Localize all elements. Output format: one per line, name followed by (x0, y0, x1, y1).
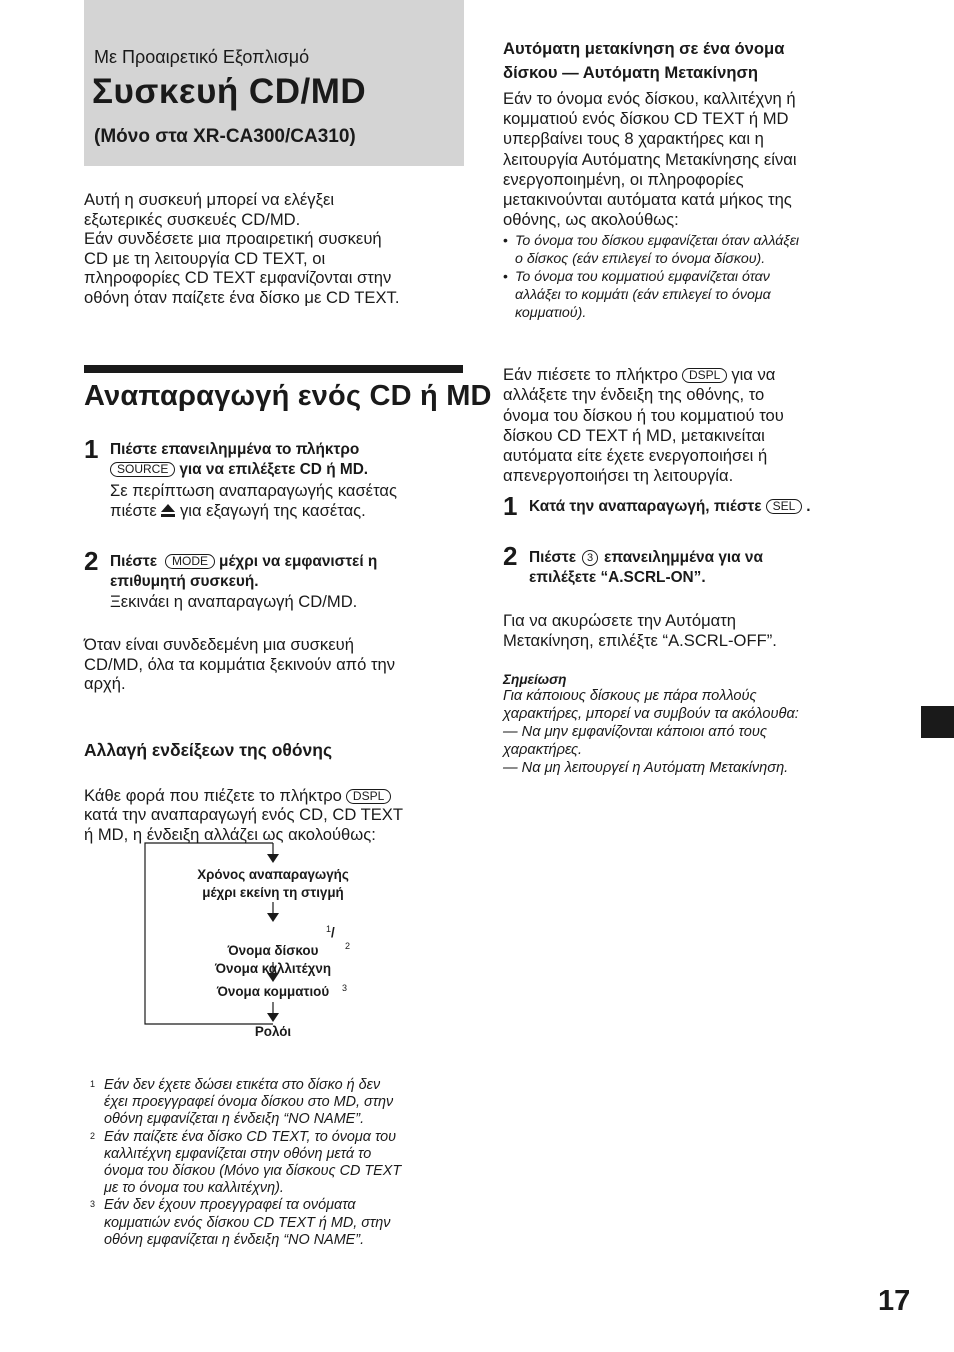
step-2-note: Ξεκινάει η αναπαραγωγή CD/MD. (110, 592, 358, 611)
step-2-number: 2 (84, 546, 99, 576)
note-text: Για κάποιους δίσκους με πάρα πολλούς χαρακτήρες, μπορεί να συμβούν τα ακόλουθα: — Να μην εμφανίζονται κάποιοι από τους χαρακτήρες. — Να μη λειτουργεί η Αυτόματη Μετακίνηση. (503, 688, 799, 776)
flow-slash: / (331, 925, 335, 940)
auto-scroll-body: Εάν το όνομα ενός δίσκου, καλλιτέχνη ή κομματιού ενός δίσκου CD TEXT ή MD υπερβαίνει τους 8 χαρακτήρες και η λειτουργία Αυτόματης Μετακίνησης είναι ενεργοποιημένη, οι πληροφορίες μετακινούνται αυτόματα κατά μήκος της οθόνης, ως ακολούθως: (503, 89, 797, 230)
flow-sup-3: 3 (342, 983, 348, 993)
flow-item-disc-artist-label: Όνομα δίσκου Όνομα καλλιτέχνη (214, 943, 332, 976)
flow-sup-2: 2 (345, 941, 351, 951)
bullet-dot-2: • (503, 268, 508, 284)
sel-key: SEL (766, 499, 803, 514)
step-1-line2-text: για να επιλέξετε CD ή MD. (179, 461, 369, 478)
flow-arrow-2 (267, 902, 279, 922)
display-text1: Κάθε φορά που πιέζετε το πλήκτρο (84, 785, 342, 805)
footnote-1 (90, 1077, 470, 1129)
header-title: Συσκευή CD/MD (92, 72, 367, 111)
scroll-step-2-post: επανειλημμένα για να (604, 549, 763, 566)
flow-item-disc-artist-text (173, 924, 373, 978)
bullet-disc-name-text: Το όνομα του δίσκου εμφανίζεται όταν αλλάξει ο δίσκος (εάν επιλεγεί το όνομα δίσκου). (515, 233, 800, 267)
page-number: 17 (878, 1285, 911, 1317)
bullet-track-name (503, 268, 893, 322)
footnote-3-mark: 3 (90, 1199, 96, 1210)
connected-note: Όταν είναι συνδεδεμένη μια συσκευή CD/MD, όλα τα κομμάτια ξεκινούν από την αρχή. (84, 635, 396, 694)
scroll-step-1-number: 1 (503, 491, 518, 521)
step-1-line1: Πιέστε επανειλημμένα το πλήκτρο (110, 441, 360, 458)
flow-item-clock: Ρολόι (254, 1024, 292, 1039)
scroll-step-1-pre: Κατά την αναπαραγωγή, πιέστε (529, 498, 762, 515)
section-title: Αναπαραγωγή ενός CD ή MD (84, 380, 492, 412)
footnote-1-mark: 1 (90, 1079, 96, 1089)
dspl-paragraph (503, 345, 893, 486)
step-1-note (110, 481, 470, 521)
step-2-line2: επιθυμητή συσκευή. (110, 573, 259, 590)
bullet-disc-name (503, 232, 893, 268)
footnote-3 (90, 1197, 470, 1249)
dspl-key-2: DSPL (682, 368, 727, 383)
intro-paragraph: Αυτή η συσκευή μπορεί να ελέγξει εξωτερικές συσκευές CD/MD. Εάν συνδέσετε μια προαιρετική συσκευή CD με τη λειτουργία CD TEXT, οι πληροφορίες CD TEXT εμφανίζονται στην οθόνη όταν παίζετε ένα δίσκο με CD TEXT. (84, 190, 400, 307)
auto-scroll-bullets (503, 232, 893, 322)
display-text (84, 766, 464, 844)
scroll-step-2-number: 2 (503, 541, 518, 571)
footnote-1-text: Εάν δεν έχετε δώσει ετικέτα στο δίσκο ή δεν έχει προεγγραφεί όνομα δίσκου στο MD, στην οθόνη εμφανίζεται η ένδειξη “NO NAME”. (104, 1077, 394, 1128)
scroll-step-2 (529, 548, 899, 588)
bullet-track-name-text: Το όνομα του κομματιού εμφανίζεται όταν αλλάξει το κομμάτι (εάν επιλεγεί το όνομα κομματιού). (515, 269, 771, 321)
footnote-2-text: Εάν παίζετε ένα δίσκο CD TEXT, το όνομα του καλλιτέχνη εμφανίζεται στην οθόνη μετά το όνομα του δίσκου (Μόνο για δίσκους CD TEXT με το όνομα του καλλιτέχνη). (104, 1128, 402, 1197)
scroll-step-2-line2: επιλέξετε “A.SCRL-ON”. (529, 569, 706, 586)
cancel-paragraph: Για να ακυρώσετε την Αυτόματη Μετακίνηση, επιλέξτε “A.SCRL-OFF”. (503, 611, 777, 651)
flow-item-play-time: Χρόνος αναπαραγωγής μέχρι εκείνη τη στιγμή (197, 867, 349, 900)
bullet-dot-1: • (503, 232, 508, 248)
flow-sup-1: 1 (326, 924, 332, 934)
step-1-number: 1 (84, 434, 99, 464)
display-text2: κατά την αναπαραγωγή ενός CD, CD TEXT ή MD, η ένδειξη αλλάζει ως ακολούθως: (84, 805, 404, 844)
scroll-step-2-pre: Πιέστε (529, 549, 577, 566)
note-heading: Σημείωση (503, 672, 567, 687)
step-2-line1 (110, 552, 470, 572)
display-heading: Αλλαγή ενδείξεων της οθόνης (84, 740, 333, 760)
flow-arrow-4 (267, 1002, 279, 1022)
scroll-step-2-line1 (529, 548, 899, 568)
footnote-2-mark: 2 (90, 1130, 96, 1141)
flow-item-disc-artist (173, 924, 373, 978)
step-1 (110, 440, 470, 521)
note-block (503, 672, 893, 777)
step-1-note-end: για εξαγωγή της κασέτας. (179, 501, 366, 520)
auto-scroll-heading: Αυτόματη μετακίνηση σε ένα όνομα δίσκου — Αυτόματη Μετακίνηση (503, 39, 785, 82)
step-2-pre: Πιέστε (110, 553, 158, 570)
footnotes (90, 1077, 470, 1249)
source-key: SOURCE (110, 462, 175, 477)
step-2 (110, 552, 470, 612)
dspl-body: αλλάξετε την ένδειξη της οθόνης, το όνομα του δίσκου ή του κομματιού του δίσκου CD TEXT ή MD, μετακινείται αυτόματα είτε έχετε ενεργοποιήσει ή απενεργοποιήσει τη λειτουργία. (503, 385, 784, 486)
mode-key: MODE (165, 554, 215, 569)
footnote-3-text: Εάν δεν έχουν προεγγραφεί τα ονόματα κομματιών ενός δίσκου CD TEXT ή MD, στην οθόνη εμφανίζεται η ένδειξη “NO NAME”. (104, 1197, 391, 1248)
key-3: 3 (582, 550, 598, 566)
eject-icon (161, 504, 175, 517)
section-rule (84, 365, 463, 373)
scroll-step-1 (529, 497, 899, 517)
header-subtitle: Με Προαιρετικό Εξοπλισμό (94, 47, 310, 67)
step-2-post: μέχρι να εμφανιστεί η (219, 553, 378, 570)
flow-arrow-1 (267, 843, 279, 863)
step-1-note-text: Σε περίπτωση αναπαραγωγής κασέτας πιέστε (110, 481, 397, 520)
flow-item-track-name: Όνομα κομματιού (216, 984, 330, 999)
footnote-2 (90, 1129, 470, 1198)
dspl-key: DSPL (346, 789, 391, 804)
chapter-tab-marker (921, 706, 954, 738)
dspl-pre: Εάν πιέσετε το πλήκτρο (503, 365, 678, 385)
header-models: (Μόνο στα XR-CA300/CA310) (94, 126, 356, 147)
scroll-step-1-post: . (806, 498, 811, 515)
step-1-line2 (110, 460, 470, 480)
dspl-post: για να (731, 365, 776, 385)
